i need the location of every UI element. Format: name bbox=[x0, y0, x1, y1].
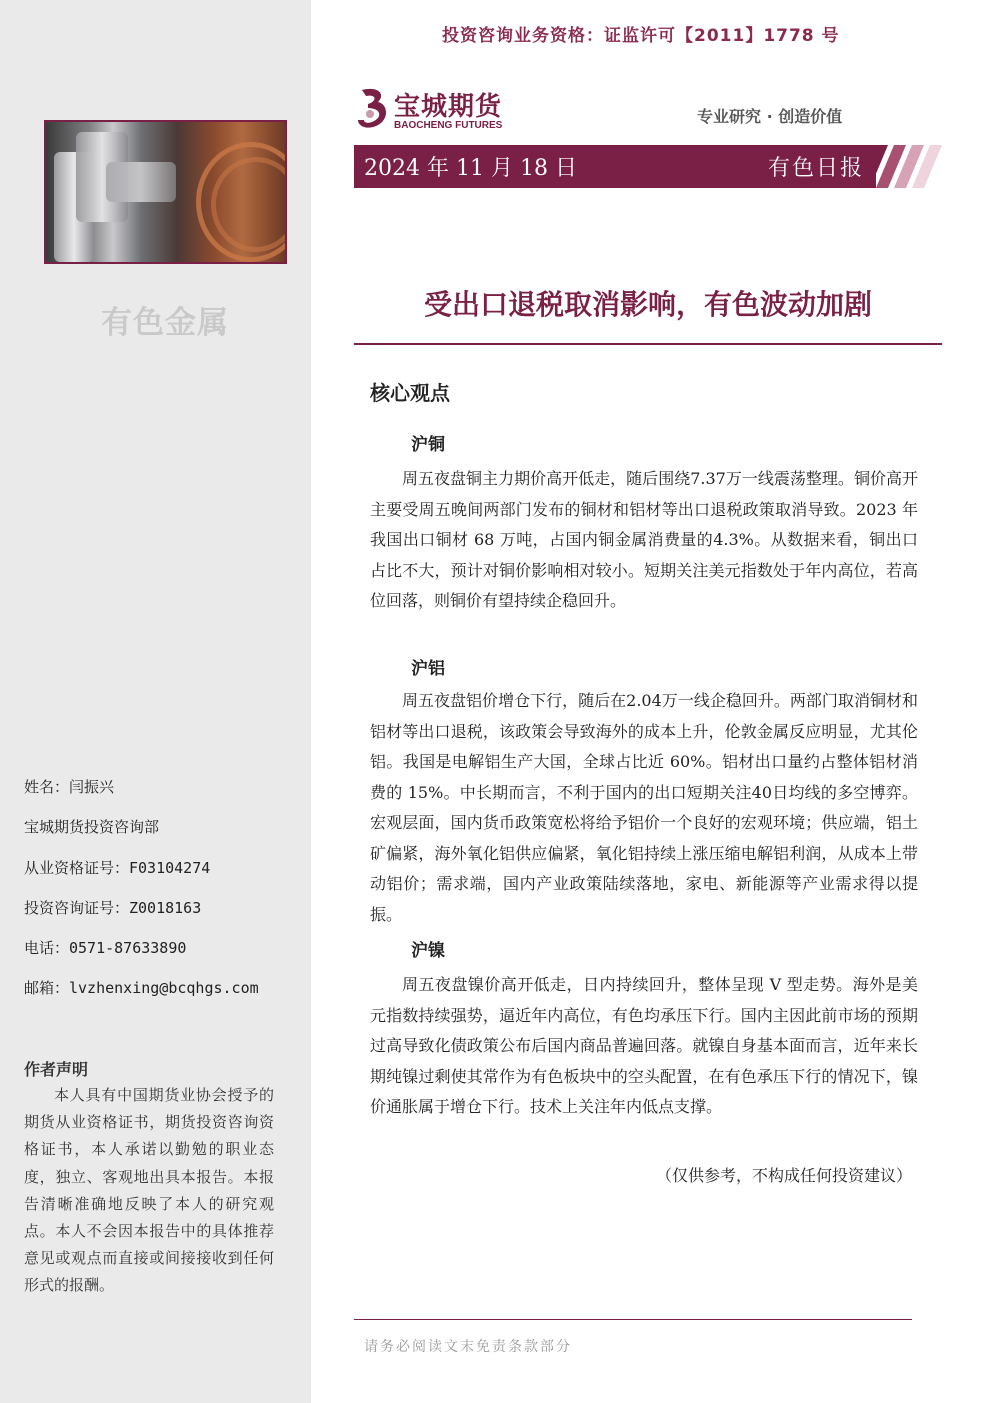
banner-stripes bbox=[858, 145, 942, 188]
license-line: 投资咨询业务资格：证监许可【2011】1778 号 bbox=[442, 26, 840, 46]
author-email[interactable]: 邮箱：lvzhenxing@bcqhgs.com bbox=[24, 979, 259, 998]
brand-name-cn: 宝城期货 bbox=[394, 92, 503, 122]
section-heading-copper: 沪铜 bbox=[411, 435, 445, 455]
brand-slogan: 专业研究 · 创造价值 bbox=[697, 107, 843, 126]
section-heading-nickel: 沪镍 bbox=[411, 941, 445, 961]
date-banner bbox=[354, 145, 876, 188]
author-consult-cert: 投资咨询证号：Z0018163 bbox=[24, 898, 202, 917]
section-body-nickel: 周五夜盘镍价高开低走，日内持续回升，整体呈现 V 型走势。海外是美元指数持续强势，逼近年内高位，有色均承压下行。国内主因此前市场的预期过高导致化债政策公布后国内商品普遍回落。就镍自身基本面而言，近年来长期纯镍过剩使其常作为有色板块中的空头配置，在有色承压下行的情况下，镍价通胀属于增仓下行。技术上关注年内低点支撑。 bbox=[370, 975, 918, 1116]
author-name: 姓名：闫振兴 bbox=[24, 778, 115, 796]
sidebar bbox=[0, 0, 311, 1403]
title-divider bbox=[354, 343, 942, 345]
core-heading: 核心观点 bbox=[370, 381, 450, 405]
page-title: 受出口退税取消影响，有色波动加剧 bbox=[423, 288, 872, 321]
logo-mark-icon bbox=[356, 86, 390, 132]
section-heading-aluminum: 沪铝 bbox=[411, 659, 445, 679]
author-phone: 电话：0571-87633890 bbox=[24, 939, 187, 958]
report-type: 有色日报 bbox=[767, 156, 864, 181]
disclaimer: （仅供参考，不构成任何投资建议） bbox=[655, 1166, 912, 1185]
author-info bbox=[24, 775, 259, 1017]
report-date: 2024 年 11 月 18 日 bbox=[364, 156, 577, 181]
section-body-aluminum: 周五夜盘铝价增仓下行，随后在2.04万一线企稳回升。两部门取消铜材和铝材等出口退税，该政策会导致海外的成本上升，伦敦金属反应明显，尤其伦铝。我国是电解铝生产大国，全球占比近 60%。铝材出口量约占整体铝材消费的 15%。中长期而言，不利于国内的出口短期关注40日均线的多空博弈。宏观层面，国内货币政策宽松将给予铝价一个良好的宏观环境；供应端，铝土矿偏紧，海外氧化铝供应偏紧，氧化铝持续上涨压缩电解铝利润，从成本上带动铝价；需求端，国内产业政策陆续落地，家电、新能源等产业需求得以提振。 bbox=[370, 691, 918, 924]
author-qualification: 从业资格证号：F03104274 bbox=[24, 858, 211, 877]
sector-label: 有色金属 bbox=[101, 305, 229, 341]
author-dept: 宝城期货投资咨询部 bbox=[24, 818, 160, 837]
declaration-title: 作者声明 bbox=[24, 1060, 89, 1079]
section-body-copper: 周五夜盘铜主力期价高开低走，随后围绕7.37万一线震荡整理。铜价高开主要受周五晚间两部门发布的铜材和铝材等出口退税政策取消导致。2023 年我国出口铜材 68 万吨，占国内铜金属消费量的4.3%。从数据来看，铜出口占比不大，预计对铜价影响相对较小。短期关注美元指数处于年内高位，若高位回落，则铜价有望持续企稳回升。 bbox=[370, 469, 918, 610]
declaration-body: 本人具有中国期货业协会授予的期货从业资格证书，期货投资咨询资格证书，本人承诺以勤勉的职业态度，独立、客观地出具本报告。本报告清晰准确地反映了本人的研究观点。本人不会因本报告中的具体推荐意见或观点而直接或间接接收到任何形式的报酬。 bbox=[24, 1086, 274, 1295]
footer-note: 请务必阅读文末免责条款部分 bbox=[364, 1339, 572, 1355]
cover-photo bbox=[44, 120, 287, 264]
footer-divider bbox=[354, 1319, 912, 1320]
brand-name-en: BAOCHENG FUTURES bbox=[394, 120, 503, 131]
